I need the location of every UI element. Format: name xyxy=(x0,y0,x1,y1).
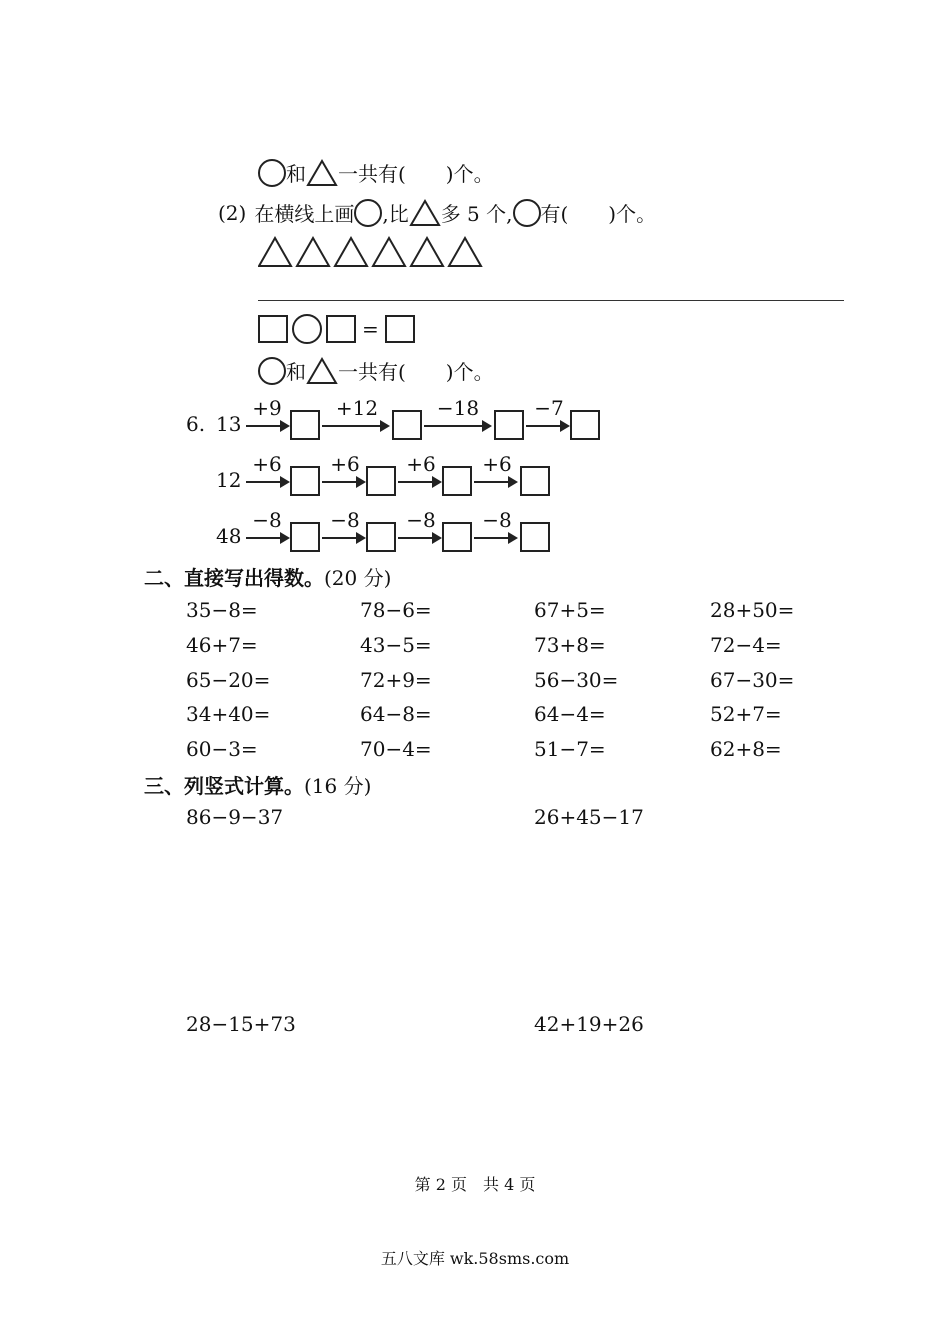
triangle-row xyxy=(258,236,490,268)
oral-calc-item: 28+50= xyxy=(710,598,795,622)
section-2-heading xyxy=(144,562,391,591)
oral-calc-item: 35−8= xyxy=(186,598,258,622)
chain-start: 13 xyxy=(216,412,242,436)
part-number: (2) xyxy=(218,200,247,225)
arrow-icon xyxy=(474,537,516,539)
and-text: 和 xyxy=(286,162,306,186)
chain-answer-box[interactable] xyxy=(366,522,396,552)
section-score: (20 分) xyxy=(324,566,392,590)
oral-calc-item: 72+9= xyxy=(360,668,432,692)
triangle-shape xyxy=(335,238,367,266)
chain-answer-box[interactable] xyxy=(520,522,550,552)
oral-calc-item: 52+7= xyxy=(710,702,782,726)
chain-op: +6 xyxy=(330,452,360,476)
chain-start: 12 xyxy=(216,468,242,492)
operator-circle[interactable] xyxy=(292,314,322,344)
oral-calc-item: 72−4= xyxy=(710,633,782,657)
arrow-icon xyxy=(424,425,490,427)
q5-summary-line-2 xyxy=(258,356,494,385)
oral-calc-item: 67+5= xyxy=(534,598,606,622)
vertical-calc-item: 42+19+26 xyxy=(534,1012,644,1036)
arrow-icon xyxy=(398,537,440,539)
arrow-icon xyxy=(246,537,288,539)
chain-op: −7 xyxy=(534,396,564,420)
circle-shape xyxy=(513,199,541,227)
total-text: 一共有( )个。 xyxy=(338,360,494,384)
triangle-shape xyxy=(306,159,338,187)
section-3-heading xyxy=(144,770,371,799)
chain-op: −8 xyxy=(406,508,436,532)
chain-op: +6 xyxy=(482,452,512,476)
section-score: (16 分) xyxy=(304,774,372,798)
oral-calc-item: 60−3= xyxy=(186,737,258,761)
oral-calc-item: 67−30= xyxy=(710,668,795,692)
instruction-a: 在横线上画 xyxy=(254,202,355,226)
chain-answer-box[interactable] xyxy=(392,410,422,440)
chain-answer-box[interactable] xyxy=(494,410,524,440)
section-title: 二、直接写出得数。 xyxy=(144,566,324,590)
site-watermark: 五八文库 wk.58sms.com xyxy=(380,1249,570,1268)
oral-calc-item: 73+8= xyxy=(534,633,606,657)
vertical-calc-item: 26+45−17 xyxy=(534,805,644,829)
triangle-shape xyxy=(411,238,443,266)
vertical-calc-item: 28−15+73 xyxy=(186,1012,296,1036)
arrow-icon xyxy=(322,425,388,427)
chain-op: −8 xyxy=(482,508,512,532)
oral-calc-item: 65−20= xyxy=(186,668,271,692)
chain-answer-box[interactable] xyxy=(290,410,320,440)
arrow-icon xyxy=(246,425,288,427)
answer-box[interactable] xyxy=(385,315,415,343)
triangle-shape xyxy=(297,238,329,266)
arrow-icon xyxy=(474,481,516,483)
answer-box[interactable] xyxy=(258,315,288,343)
arrow-icon xyxy=(322,537,364,539)
q5-summary-line-1 xyxy=(258,158,494,187)
q6-number: 6. xyxy=(186,412,206,436)
and-text: 和 xyxy=(286,360,306,384)
section-title: 三、列竖式计算。 xyxy=(144,774,304,798)
arrow-icon xyxy=(398,481,440,483)
oral-calc-item: 34+40= xyxy=(186,702,271,726)
chain-answer-box[interactable] xyxy=(442,522,472,552)
chain-answer-box[interactable] xyxy=(366,466,396,496)
oral-calc-item: 62+8= xyxy=(710,737,782,761)
oral-calc-item: 70−4= xyxy=(360,737,432,761)
chain-op: +12 xyxy=(335,396,379,420)
triangle-shape xyxy=(373,238,405,266)
chain-answer-box[interactable] xyxy=(290,522,320,552)
oral-calc-item: 51−7= xyxy=(534,737,606,761)
chain-answer-box[interactable] xyxy=(520,466,550,496)
oral-calc-item: 56−30= xyxy=(534,668,619,692)
page-number: 第 2 页 共 4 页 xyxy=(414,1175,536,1194)
equation-row xyxy=(258,314,415,344)
oral-calc-item: 46+7= xyxy=(186,633,258,657)
oral-calc-item: 78−6= xyxy=(360,598,432,622)
oral-calc-item: 64−4= xyxy=(534,702,606,726)
chain-op: +9 xyxy=(252,396,282,420)
chain-answer-box[interactable] xyxy=(570,410,600,440)
arrow-icon xyxy=(322,481,364,483)
triangle-shape xyxy=(259,238,291,266)
equals-sign: = xyxy=(362,317,379,341)
oral-calc-item: 64−8= xyxy=(360,702,432,726)
circle-shape xyxy=(258,159,286,187)
instruction-b: ,比 xyxy=(382,202,409,226)
drawing-line xyxy=(258,300,844,301)
oral-calc-item: 43−5= xyxy=(360,633,432,657)
chain-op: −18 xyxy=(436,396,480,420)
q5-part-2 xyxy=(218,198,656,227)
arrow-icon xyxy=(526,425,568,427)
triangle-shape xyxy=(306,357,338,385)
instruction-d: 有( )个。 xyxy=(540,202,657,226)
instruction-c: 多 5 个, xyxy=(440,202,513,226)
triangle-shape xyxy=(409,199,441,227)
chain-answer-box[interactable] xyxy=(290,466,320,496)
arrow-icon xyxy=(246,481,288,483)
vertical-calc-item: 86−9−37 xyxy=(186,805,284,829)
triangle-shape xyxy=(449,238,481,266)
chain-op: +6 xyxy=(252,452,282,476)
chain-op: −8 xyxy=(330,508,360,532)
chain-start: 48 xyxy=(216,524,242,548)
circle-shape xyxy=(258,357,286,385)
chain-op: +6 xyxy=(406,452,436,476)
chain-answer-box[interactable] xyxy=(442,466,472,496)
answer-box[interactable] xyxy=(326,315,356,343)
chain-op: −8 xyxy=(252,508,282,532)
circle-shape xyxy=(354,199,382,227)
total-text: 一共有( )个。 xyxy=(338,162,494,186)
